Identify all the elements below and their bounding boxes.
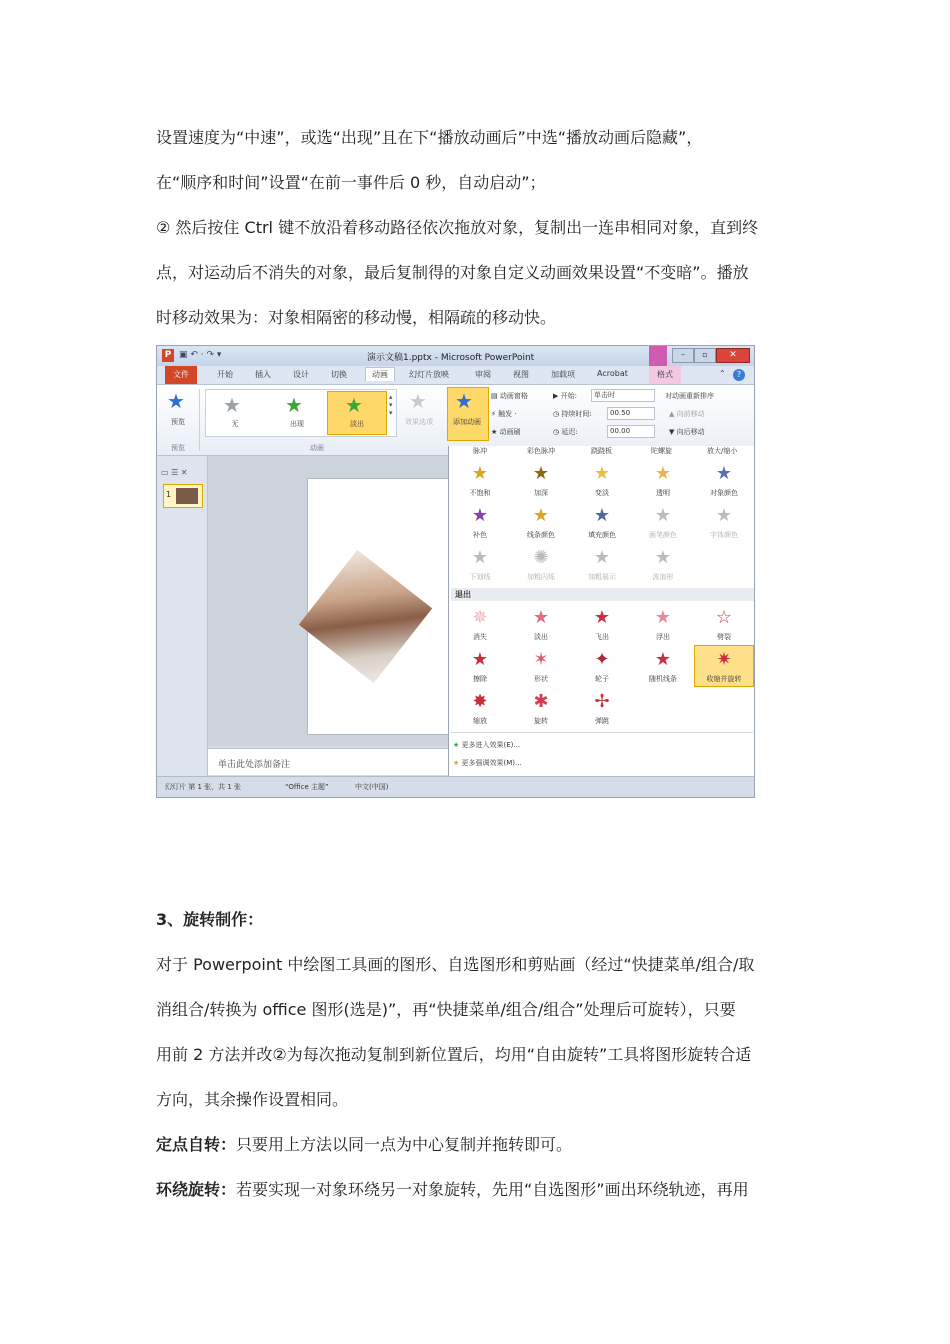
none-star-icon[interactable]: ★	[223, 393, 241, 417]
emphasis-grow-shrink[interactable]: 放大/缩小	[707, 447, 738, 455]
star-icon: ✱	[533, 691, 549, 712]
preview-group-label: 预览	[171, 444, 185, 452]
paragraph-10	[156, 1135, 796, 1155]
paragraph-9: 方向，其余操作设置相同。	[156, 1090, 349, 1109]
tab-review[interactable]: 审阅	[475, 370, 491, 379]
paragraph-1: 设置速度为“中速”，或选“出现”且在下“播放动画后”中选“播放动画后隐藏”，	[156, 128, 703, 147]
exit-fly-out[interactable]: ★ 飞出	[573, 604, 631, 644]
emphasis-object-color[interactable]: ★ 对象颜色	[695, 460, 753, 500]
tab-transitions[interactable]: 切换	[331, 370, 347, 379]
add-animation-icon[interactable]: ★	[455, 389, 473, 413]
status-slide-count: 幻灯片 第 1 张，共 1 张	[165, 783, 242, 791]
star-icon: ★	[593, 607, 611, 628]
slides-pane	[157, 456, 208, 776]
star-icon: ★	[654, 463, 672, 484]
preview-star-icon[interactable]: ★	[167, 389, 185, 413]
section-heading-3: 3、旋转制作：	[156, 910, 264, 929]
exit-bounce[interactable]: ✢ 弹跳	[573, 688, 631, 728]
paragraph-2: 在“顺序和时间”设置“在前一事件后 0 秒，自动启动”；	[156, 173, 546, 192]
exit-wheel[interactable]: ✦ 轮子	[573, 646, 631, 686]
title-bar	[157, 346, 754, 366]
emphasis-bold-flash: ✺ 加粗闪烁	[512, 544, 570, 584]
thumbnail-image	[176, 488, 198, 504]
gallery-scroll-icon[interactable]: ▴ ▾ ▾	[389, 393, 393, 417]
move-earlier-button[interactable]: ▲ 向前移动	[669, 410, 705, 418]
orbit-rotation-term: 环绕旋转：	[156, 1180, 237, 1199]
window-title: 演示文稿1.pptx - Microsoft PowerPoint	[367, 353, 535, 363]
gallery-none-label[interactable]: 无	[231, 420, 239, 428]
duration-input[interactable]: 00.50	[607, 407, 655, 420]
orbit-rotation-text: 若要实现一对象环绕另一对象旋转，先用“自选图形”画出环绕轨迹，再用	[236, 1180, 749, 1199]
star-icon: ✦	[594, 649, 610, 670]
emphasis-complementary[interactable]: ★ 补色	[451, 502, 509, 542]
star-icon: ★	[532, 505, 550, 526]
pane-close-icon[interactable]: ▭ ☰ ✕	[161, 468, 188, 477]
star-icon: ☆	[715, 607, 733, 628]
emphasis-desaturate[interactable]: ★ 不饱和	[451, 460, 509, 500]
star-icon: ★	[654, 649, 672, 670]
exit-float-out[interactable]: ★ 浮出	[634, 604, 692, 644]
slide-canvas[interactable]	[307, 478, 449, 735]
fixed-rotation-term: 定点自转：	[156, 1135, 237, 1154]
preview-label[interactable]: 预览	[171, 418, 185, 426]
add-animation-dropdown	[448, 446, 755, 797]
duration-row: ◷ 持续时间:	[553, 410, 592, 418]
star-icon: ★	[471, 463, 489, 484]
emphasis-wave: ★ 波浪形	[634, 544, 692, 584]
emphasis-spin[interactable]: 陀螺旋	[651, 447, 672, 455]
star-icon: ✢	[594, 691, 610, 712]
emphasis-darken[interactable]: ★ 加深	[512, 460, 570, 500]
exit-disappear[interactable]: ✵ 消失	[451, 604, 509, 644]
minimize-button[interactable]: –	[672, 348, 694, 363]
close-button[interactable]: ✕	[716, 348, 750, 363]
paragraph-3: ② 然后按住 Ctrl 键不放沿着移动路径依次拖放对象，复制出一连串相同对象，直到终	[156, 218, 759, 237]
notes-pane[interactable]	[208, 748, 448, 775]
emphasis-underline: ★ 下划线	[451, 544, 509, 584]
paragraph-8: 用前 2 方法并改②为每次拖动复制到新位置后，均用“自由旋转”工具将图形旋转合适	[156, 1045, 752, 1064]
gallery-appear-label[interactable]: 出现	[290, 420, 304, 428]
star-icon: ★	[471, 547, 489, 568]
ribbon-collapse-icon[interactable]: ⌃	[719, 369, 726, 378]
tab-home[interactable]: 开始	[217, 370, 233, 379]
trigger-button[interactable]: ⚡ 触发 ·	[491, 410, 517, 418]
slide-thumbnail[interactable]	[163, 484, 203, 508]
emphasis-transparency[interactable]: ★ 透明	[634, 460, 692, 500]
star-icon: ✶	[533, 649, 549, 670]
emphasis-line-color[interactable]: ★ 线条颜色	[512, 502, 570, 542]
paragraph-6: 对于 Powerpoint 中绘图工具画的图形、自选图形和剪贴画（经过“快捷菜单/组合/取	[156, 955, 755, 974]
tab-design[interactable]: 设计	[293, 370, 309, 379]
star-icon: ✺	[533, 547, 549, 568]
appear-star-icon[interactable]: ★	[285, 393, 303, 417]
star-icon: ★	[532, 463, 550, 484]
delay-input[interactable]: 00.00	[607, 425, 655, 438]
reorder-label: 对动画重新排序	[665, 392, 714, 400]
start-row: ▶ 开始:	[553, 392, 577, 400]
emphasis-header-row	[451, 446, 753, 456]
thumbnail-number: 1	[166, 490, 172, 499]
star-icon: ★	[532, 607, 550, 628]
more-emphasis-effects[interactable]: ★ 更多强调效果(M)...	[453, 759, 522, 767]
tab-file[interactable]: 文件	[165, 366, 197, 384]
status-language[interactable]: 中文(中国)	[355, 783, 389, 791]
star-icon: ✵	[472, 607, 488, 628]
fixed-rotation-text: 只要用上方法以同一点为中心复制并拖转即可。	[236, 1135, 573, 1154]
tab-addins[interactable]: 加载项	[551, 370, 575, 379]
star-icon: ✸	[472, 691, 488, 712]
animation-painter-button[interactable]: ★ 动画刷	[491, 428, 521, 436]
exit-random-bars[interactable]: ★ 随机线条	[634, 646, 692, 686]
emphasis-star-icon: ★	[453, 759, 460, 767]
emphasis-pulse[interactable]: 脉冲	[473, 447, 487, 455]
start-select[interactable]: 单击时	[591, 389, 655, 402]
rotated-photo[interactable]	[299, 550, 432, 683]
effect-options-icon: ★	[409, 389, 427, 413]
paragraph-11	[156, 1180, 796, 1200]
star-icon: ★	[593, 505, 611, 526]
animation-pane-button[interactable]: ▤ 动画窗格	[491, 392, 528, 400]
tab-acrobat[interactable]: Acrobat	[597, 369, 628, 378]
help-icon[interactable]: ?	[733, 369, 745, 381]
exit-section-header: 退出	[451, 588, 755, 601]
maximize-button[interactable]: ▫	[694, 348, 716, 363]
status-theme: “Office 主题”	[285, 783, 329, 791]
star-icon: ★	[593, 463, 611, 484]
exit-zoom[interactable]: ✸ 缩放	[451, 688, 509, 728]
tab-slideshow[interactable]: 幻灯片放映	[409, 370, 449, 379]
tab-animations[interactable]: 动画	[365, 367, 395, 381]
star-icon: ★	[654, 505, 672, 526]
notes-placeholder: 单击此处添加备注	[218, 760, 291, 770]
emphasis-font-color: ★ 字体颜色	[695, 502, 753, 542]
exit-fade[interactable]: ★ 淡出	[512, 604, 570, 644]
emphasis-bold-reveal: ★ 加粗展示	[573, 544, 631, 584]
format-context-icon	[649, 346, 667, 366]
more-entrance-effects[interactable]: ★ 更多进入效果(E)...	[453, 741, 521, 749]
delay-row: ◷ 延迟:	[553, 428, 578, 436]
paragraph-4: 点，对运动后不消失的对象，最后复制得的对象自定义动画效果设置“不变暗”。播放	[156, 263, 749, 282]
star-icon: ★	[593, 547, 611, 568]
star-icon: ★	[715, 505, 733, 526]
quick-access-icons[interactable]: ▣ ↶ · ↷ ▾	[179, 350, 222, 360]
emphasis-color-pulse[interactable]: 彩色脉冲	[527, 447, 555, 455]
emphasis-brush-color: ★ 画笔颜色	[634, 502, 692, 542]
gallery-fade-label[interactable]: 淡出	[350, 420, 364, 428]
effect-options-label: 效果选项	[405, 418, 433, 426]
powerpoint-logo-icon: P	[162, 349, 174, 362]
status-bar	[157, 776, 754, 798]
tab-insert[interactable]: 插入	[255, 370, 271, 379]
emphasis-fill-color[interactable]: ★ 填充颜色	[573, 502, 631, 542]
exit-swivel[interactable]: ✱ 旋转	[512, 688, 570, 728]
tab-view[interactable]: 视图	[513, 370, 529, 379]
move-later-button[interactable]: ▼ 向后移动	[669, 428, 705, 436]
star-icon: ★	[654, 547, 672, 568]
emphasis-lighten[interactable]: ★ 变淡	[573, 460, 631, 500]
tab-format[interactable]: 格式	[649, 366, 681, 384]
paragraph-7: 消组合/转换为 office 图形(选是)”，再“快捷菜单/组合/组合”处理后可旋转），只要	[156, 1000, 736, 1019]
powerpoint-screenshot	[156, 345, 755, 798]
exit-wipe[interactable]: ★ 擦除	[451, 646, 509, 686]
exit-shape[interactable]: ✶ 形状	[512, 646, 570, 686]
ribbon-tabs	[157, 366, 754, 385]
star-icon: ★	[471, 649, 489, 670]
star-icon: ★	[471, 505, 489, 526]
star-icon: ✷	[716, 649, 732, 670]
star-icon: ★	[654, 607, 672, 628]
exit-shrink-turn-selected[interactable]: ✷ 收缩并旋转	[694, 645, 754, 687]
entrance-star-icon: ★	[453, 741, 460, 749]
emphasis-teeter[interactable]: 跷跷板	[591, 447, 612, 455]
paragraph-5: 时移动效果为：对象相隔密的移动慢，相隔疏的移动快。	[156, 308, 557, 327]
star-icon: ★	[715, 463, 733, 484]
exit-split[interactable]: ☆ 劈裂	[695, 604, 753, 644]
add-animation-label[interactable]: 添加动画	[453, 418, 481, 426]
animation-group-label: 动画	[310, 444, 324, 452]
fade-star-icon[interactable]: ★	[345, 393, 363, 417]
